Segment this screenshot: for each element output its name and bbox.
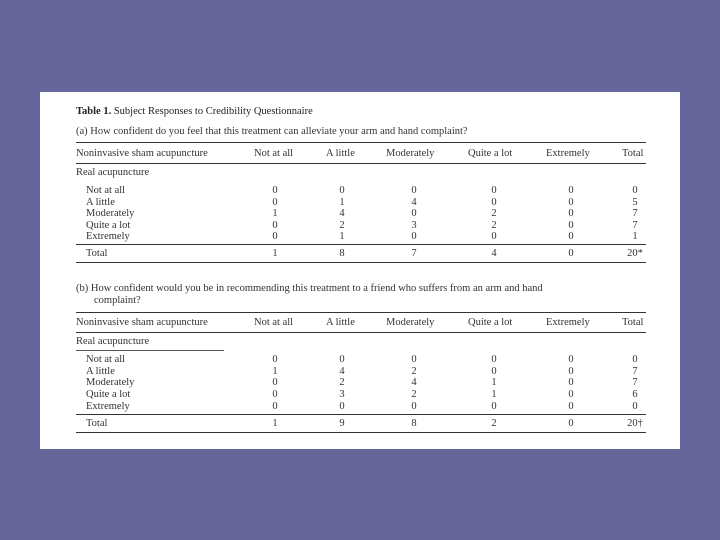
table-cell: 0: [568, 185, 574, 196]
table-cell: 1: [339, 231, 345, 242]
total-cell: 9: [339, 418, 345, 429]
rule-bottom-a: [76, 262, 646, 263]
table-cell: 0: [632, 354, 638, 365]
table-cell: 0: [272, 185, 278, 196]
col-header-not-at-all-a: Not at all: [254, 148, 294, 159]
total-cell: 7: [411, 248, 417, 259]
col-header-moderately-a: Moderately: [386, 148, 435, 159]
total-cell: 8: [339, 248, 345, 259]
corner-label-a: Noninvasive sham acupuncture: [76, 148, 208, 159]
question-b-line-1: (b) How confident would you be in recommending this treatment to a friend who suffers from an arm and hand: [76, 283, 543, 294]
table-cell: 2: [491, 208, 497, 219]
table-cell: 1: [339, 196, 345, 208]
table-cell: 1: [272, 208, 278, 219]
table-cell: 7: [632, 365, 638, 377]
rule-top-a: [76, 142, 646, 143]
table-cell: 7: [632, 219, 638, 231]
table-cell: 7: [632, 208, 638, 219]
row-label: Quite a lot: [86, 389, 131, 401]
table-cell: 2: [339, 377, 345, 389]
table-cell: 0: [568, 208, 574, 219]
total-cell: 0: [568, 418, 574, 429]
table-title: [76, 106, 313, 117]
table-cell: 0: [568, 389, 574, 401]
row-label: Not at all: [86, 185, 126, 196]
table-cell: 4: [411, 377, 417, 389]
row-label: Quite a lot: [86, 219, 131, 231]
table-cell: 1: [491, 389, 497, 401]
total-cell: 20†: [627, 418, 643, 429]
table-cell: 0: [339, 400, 345, 412]
table-cell: 0: [568, 354, 574, 365]
table-cell: 0: [339, 354, 345, 365]
table-cell: 0: [272, 377, 278, 389]
row-label: Not at all: [86, 354, 126, 365]
rule-total-a: [76, 244, 646, 245]
table-cell: 0: [491, 231, 497, 242]
table-cell: 1: [491, 377, 497, 389]
table-cell: 2: [411, 389, 417, 401]
table-cell: 0: [272, 389, 278, 401]
document-page: [40, 92, 680, 449]
table-cell: 0: [272, 400, 278, 412]
table-cell: 0: [568, 231, 574, 242]
total-cell: 1: [272, 418, 278, 429]
table-cell: 0: [568, 365, 574, 377]
total-label: Total: [86, 418, 108, 429]
col-header-quite-a-lot-a: Quite a lot: [468, 148, 513, 159]
table-cell: 4: [411, 196, 417, 208]
table-cell: 0: [491, 365, 497, 377]
row-label: A little: [86, 365, 115, 377]
col-header-extremely-b: Extremely: [546, 317, 590, 328]
table-cell: 0: [491, 400, 497, 412]
table-cell: 2: [339, 219, 345, 231]
table-cell: 3: [339, 389, 345, 401]
table-cell: 0: [411, 185, 417, 196]
table-cell: 4: [339, 365, 345, 377]
table-number: Table 1.: [76, 106, 112, 117]
table-cell: 0: [272, 219, 278, 231]
total-cell: 0: [568, 248, 574, 259]
row-label: Extremely: [86, 231, 130, 242]
table-cell: 0: [339, 185, 345, 196]
table-cell: 0: [272, 196, 278, 208]
row-label: Extremely: [86, 400, 130, 412]
table-cell: 1: [632, 231, 638, 242]
col-header-quite-a-lot-b: Quite a lot: [468, 317, 513, 328]
question-a: (a) How confident do you feel that this treatment can alleviate your arm and hand complaint?: [76, 126, 468, 137]
total-label: Total: [86, 248, 108, 259]
table-cell: 0: [491, 354, 497, 365]
rule-header-b: [76, 332, 646, 333]
table-cell: 1: [272, 365, 278, 377]
table-cell: 2: [411, 365, 417, 377]
table-caption: Subject Responses to Credibility Questionnaire: [113, 106, 313, 117]
corner-label-b: Noninvasive sham acupuncture: [76, 317, 208, 328]
table-cell: 0: [411, 400, 417, 412]
rule-bottom-b: [76, 432, 646, 433]
table-cell: 0: [568, 377, 574, 389]
table-cell: 0: [632, 185, 638, 196]
rule-group-b: [76, 350, 224, 351]
table-cell: 0: [411, 208, 417, 219]
table-cell: 0: [411, 231, 417, 242]
table-cell: 0: [568, 219, 574, 231]
table-cell: 0: [568, 196, 574, 208]
rule-total-b: [76, 414, 646, 415]
table-cell: 0: [632, 400, 638, 412]
table-cell: 5: [632, 196, 638, 208]
table-cell: 2: [491, 219, 497, 231]
col-header-total-a: Total: [622, 148, 644, 159]
total-cell: 2: [491, 418, 497, 429]
col-header-a-little-b: A little: [326, 317, 355, 328]
table-cell: 0: [272, 231, 278, 242]
total-cell: 20*: [627, 248, 643, 259]
col-header-extremely-a: Extremely: [546, 148, 590, 159]
table-cell: 6: [632, 389, 638, 401]
col-header-not-at-all-b: Not at all: [254, 317, 294, 328]
row-label: Moderately: [86, 208, 135, 219]
table-cell: 0: [411, 354, 417, 365]
group-label-b: Real acupuncture: [76, 336, 150, 347]
col-header-moderately-b: Moderately: [386, 317, 435, 328]
total-cell: 8: [411, 418, 417, 429]
table-cell: 3: [411, 219, 417, 231]
total-cell: 4: [491, 248, 497, 259]
table-cell: 0: [491, 185, 497, 196]
question-b-line-2: complaint?: [94, 295, 141, 306]
table-cell: 0: [568, 400, 574, 412]
total-cell: 1: [272, 248, 278, 259]
col-header-a-little-a: A little: [326, 148, 355, 159]
rule-top-b: [76, 312, 646, 313]
row-label: Moderately: [86, 377, 135, 389]
group-label-a: Real acupuncture: [76, 167, 150, 178]
table-cell: 0: [272, 354, 278, 365]
table-cell: 0: [491, 196, 497, 208]
row-label: A little: [86, 196, 115, 208]
rule-header-a: [76, 163, 646, 164]
table-cell: 7: [632, 377, 638, 389]
table-cell: 4: [339, 208, 345, 219]
col-header-total-b: Total: [622, 317, 644, 328]
